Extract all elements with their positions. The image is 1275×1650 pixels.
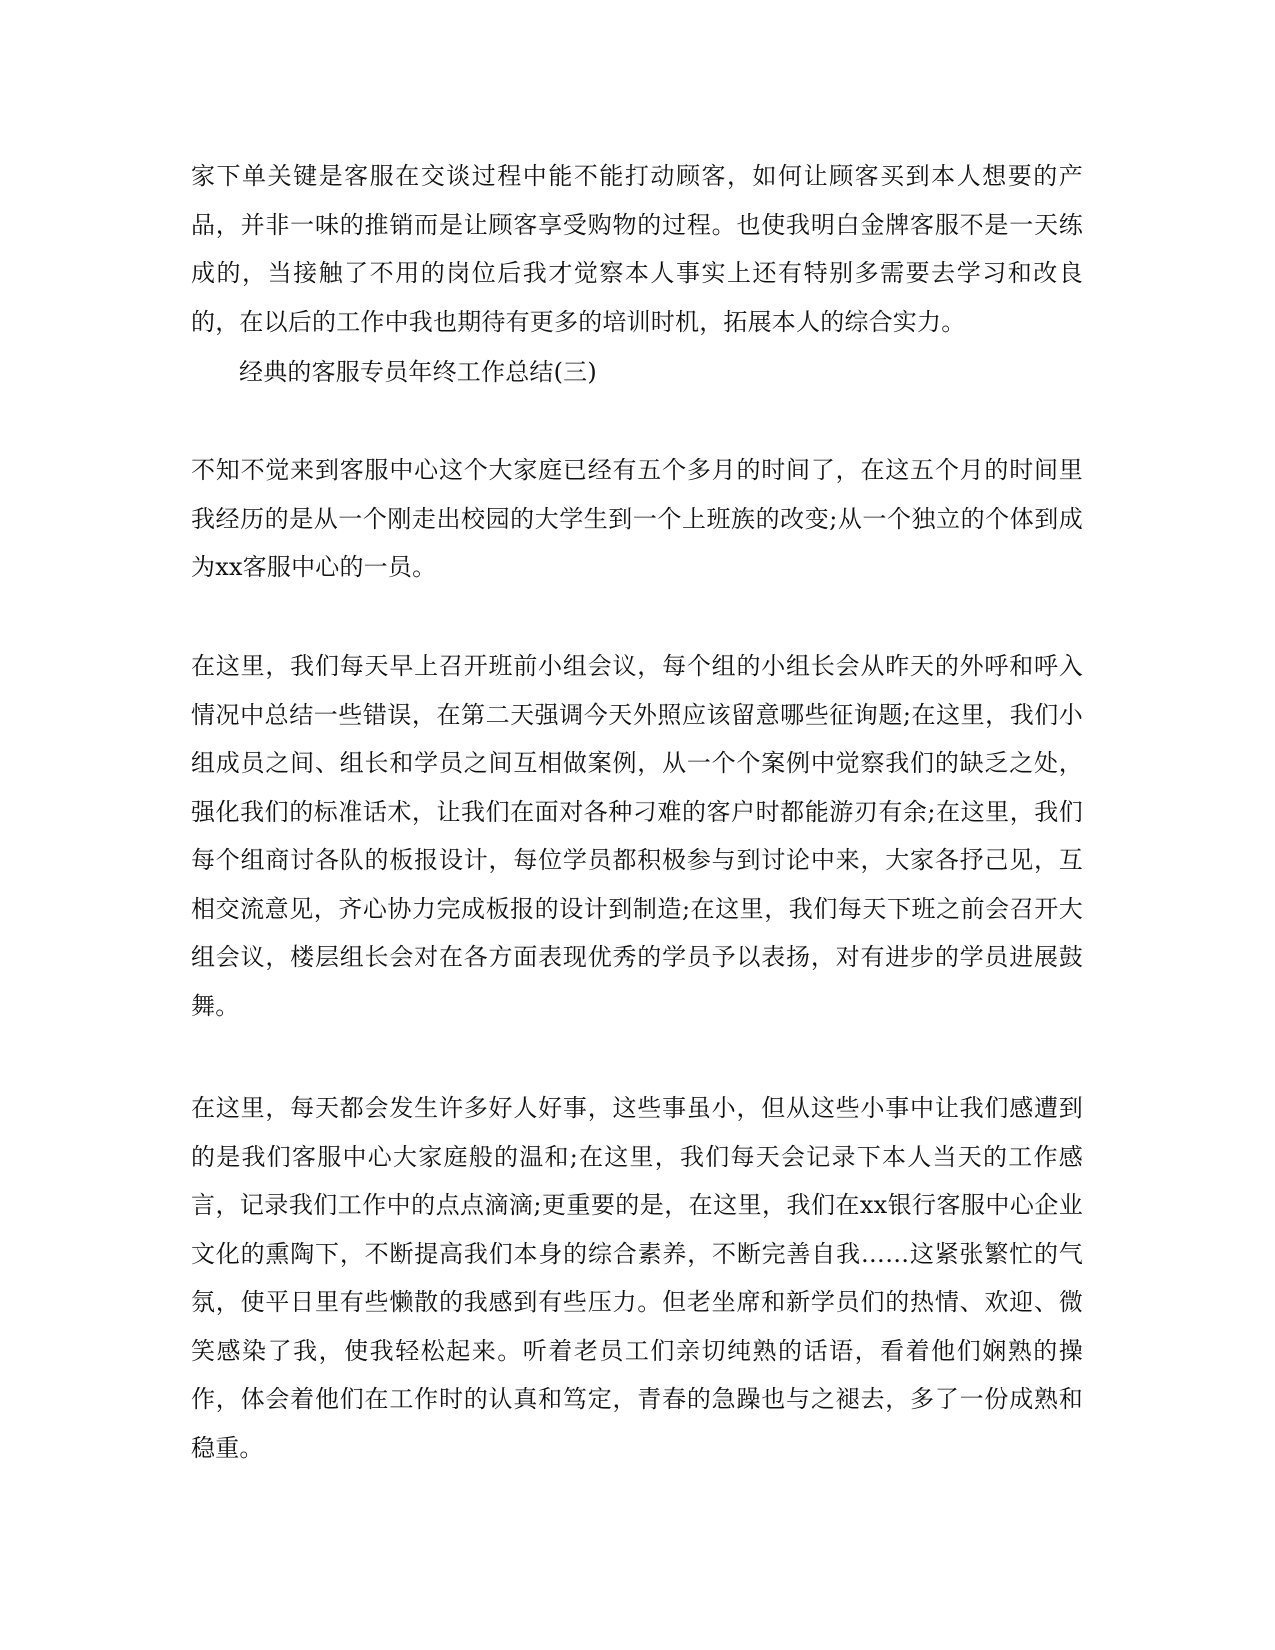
paragraph-arrival: 不知不觉来到客服中心这个大家庭已经有五个多月的时间了，在这五个月的时间里我经历的是从一个刚走出校园的大学生到一个上班族的改变;从一个独立的个体到成为xx客服中心的一员。 xyxy=(191,456,1083,581)
paragraph-daily-routine: 在这里，我们每天早上召开班前小组会议，每个组的小组长会从昨天的外呼和呼入情况中总结一些错误，在第二天强调今天外照应该留意哪些征询题;在这里，我们小组成员之间、组长和学员之间互相做案例，从一个个案例中觉察我们的缺乏之处，强化我们的标准话术，让我们在面对各种刁难的客户时都能游刃有余;在这里，我们每个组商讨各队的板报设计，每位学员都积极参与到讨论中来，大家各抒己见，互相交流意见，齐心协力完成板报的设计到制造;在这里，我们每天下班之前会召开大组会议，楼层组长会对在各方面表现优秀的学员予以表扬，对有进步的学员进展鼓舞。 xyxy=(191,652,1083,1020)
paragraph-intro-continuation: 家下单关键是客服在交谈过程中能不能打动顾客，如何让顾客买到本人想要的产品，并非一味的推销而是让顾客享受购物的过程。也使我明白金牌客服不是一天练成的，当接触了不用的岗位后我才觉察本人事实上还有特别多需要去学习和改良的，在以后的工作中我也期待有更多的培训时机，拓展本人的综合实力。 xyxy=(191,162,1083,336)
paragraph-reflection: 在这里，每天都会发生许多好人好事，这些事虽小，但从这些小事中让我们感遭到的是我们客服中心大家庭般的温和;在这里，我们每天会记录下本人当天的工作感言，记录我们工作中的点点滴滴;更重要的是，在这里，我们在xx银行客服中心企业文化的熏陶下，不断提高我们本身的综合素养，不断完善自我……这紧张繁忙的气氛，使平日里有些懒散的我感到有些压力。但老坐席和新学员们的热情、欢迎、微笑感染了我，使我轻松起来。听着老员工们亲切纯熟的话语，看着他们娴熟的操作，体会着他们在工作时的认真和笃定，青春的急躁也与之褪去，多了一份成熟和稳重。 xyxy=(191,1094,1083,1462)
section-heading: 经典的客服专员年终工作总结(三) xyxy=(239,358,597,386)
